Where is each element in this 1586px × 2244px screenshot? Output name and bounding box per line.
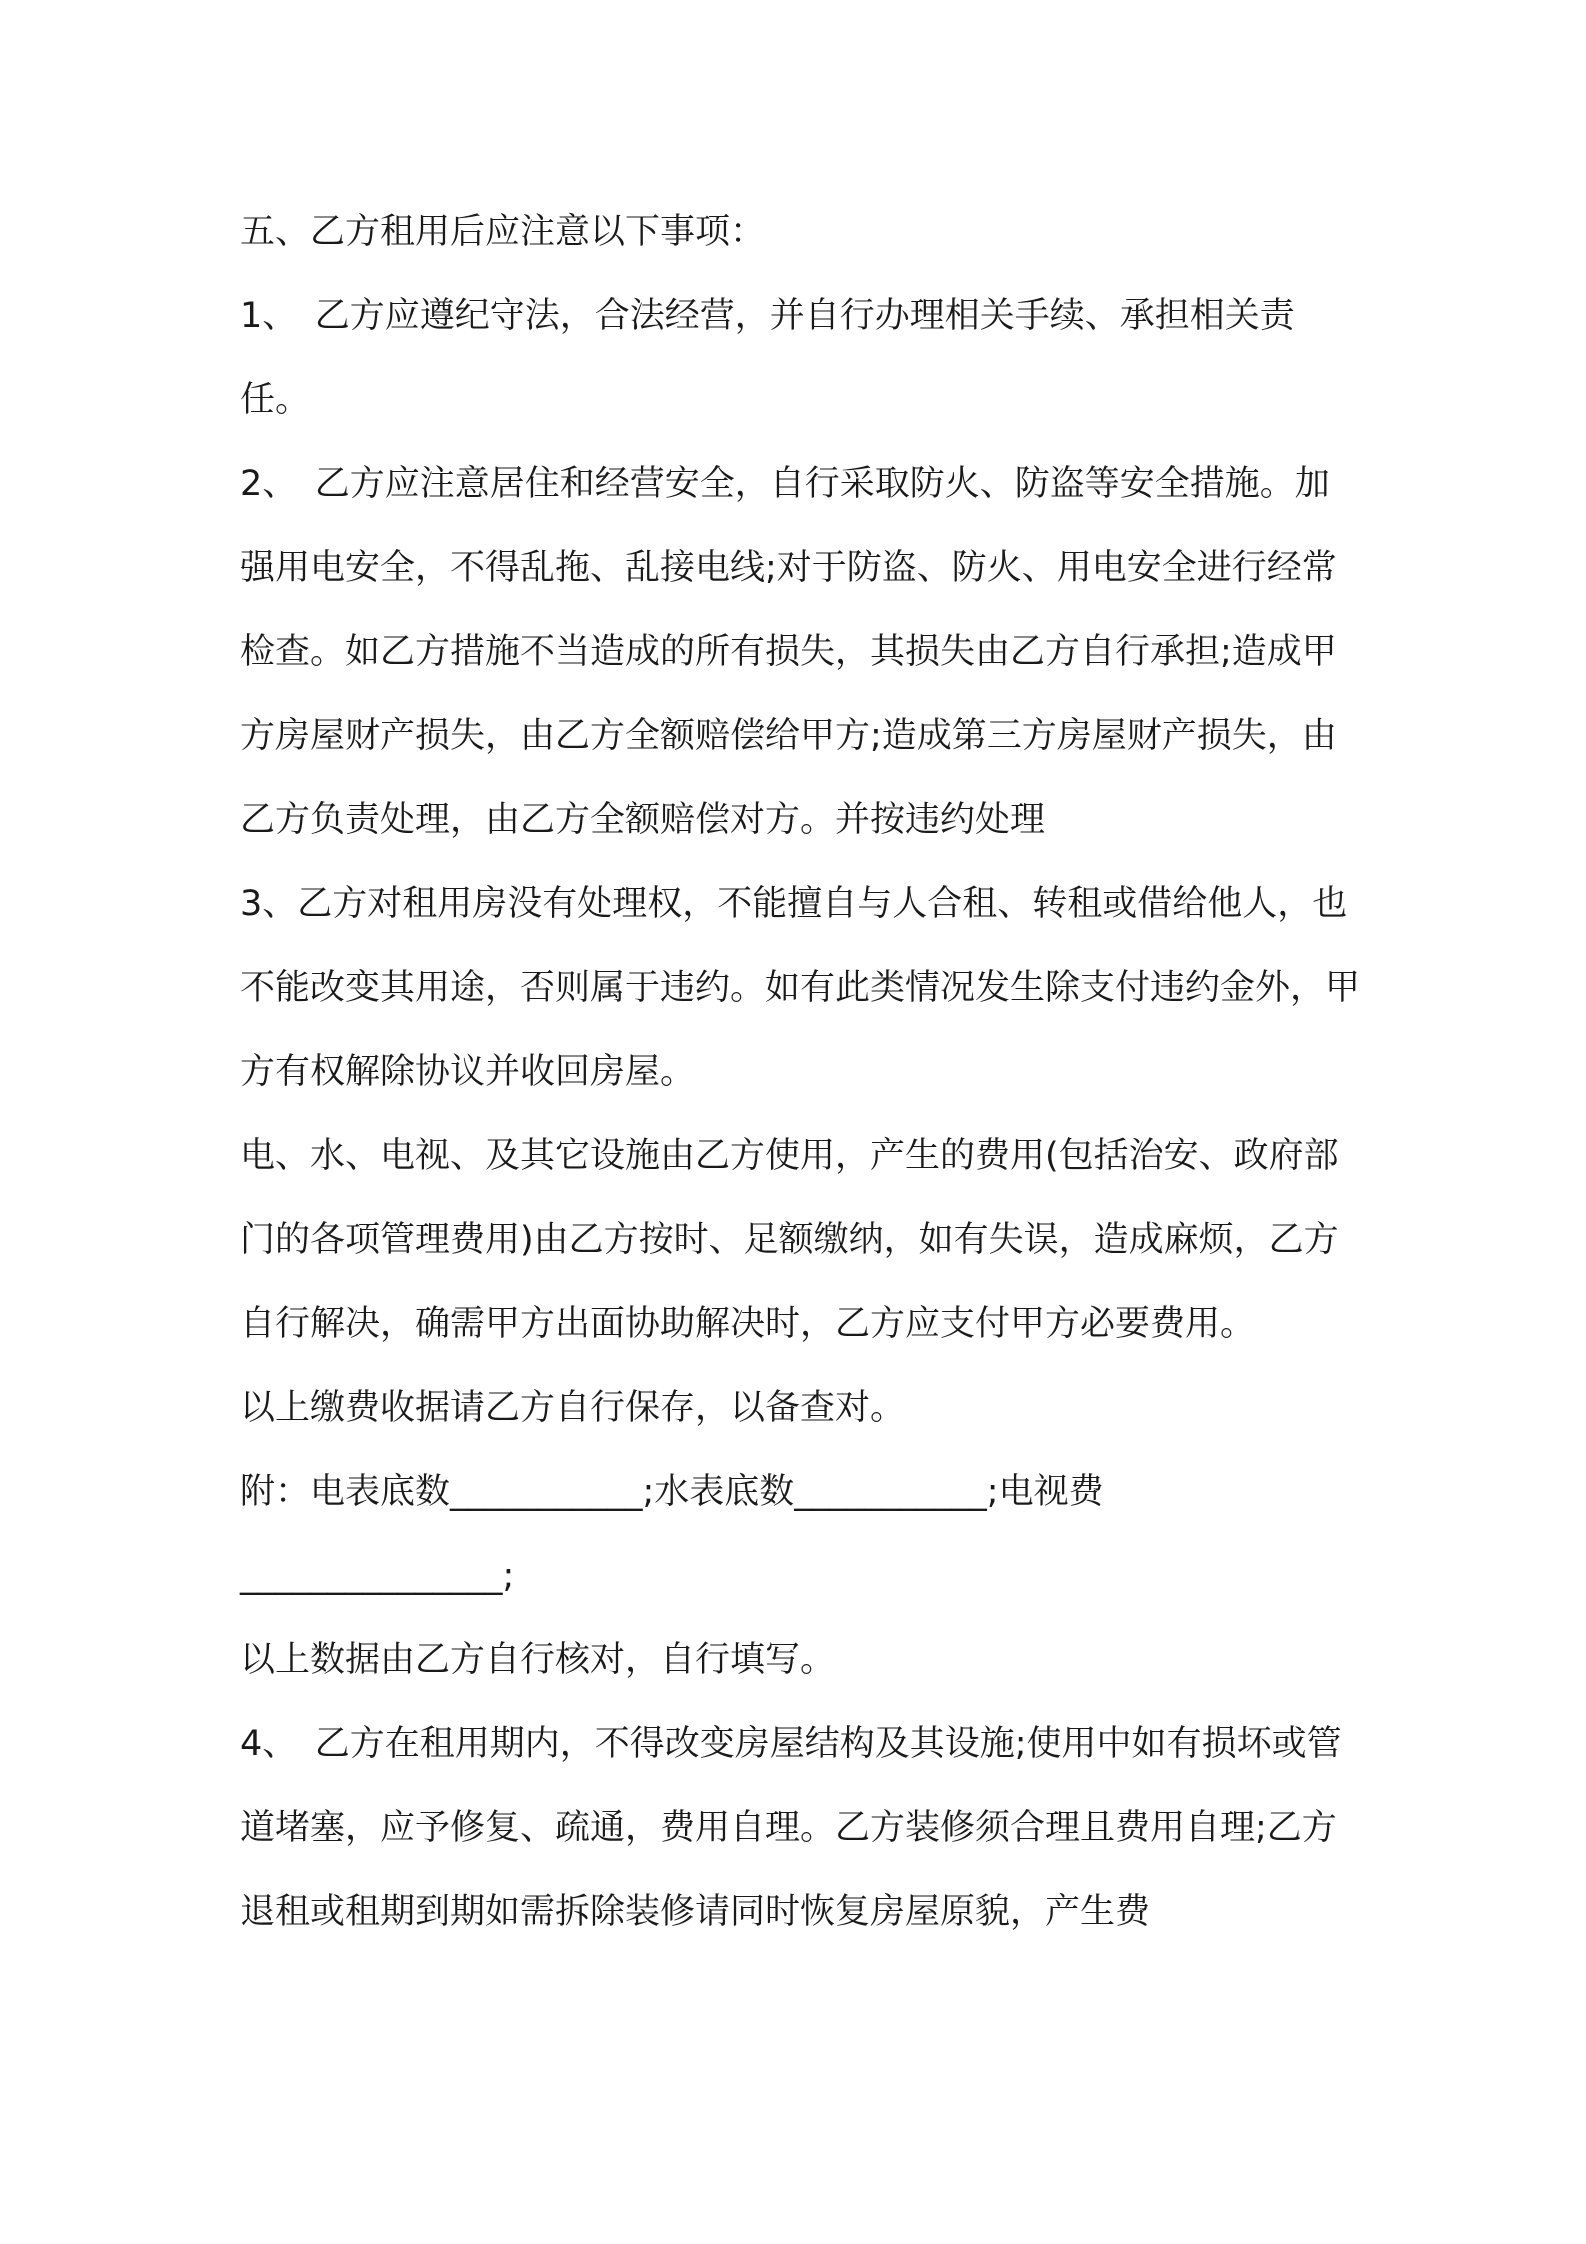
- clause-3: 3、乙方对租用房没有处理权，不能擅自与人合租、转租或借给他人，也不能改变其用途，否则属于违约。如有此类情况发生除支付违约金外，甲方有权解除协议并收回房屋。: [240, 884, 1361, 1092]
- clause-1: 1、 乙方应遵纪守法，合法经营，并自行办理相关手续、承担相关责任。: [240, 296, 1295, 420]
- meter-readings-line: 附：电表底数___________;水表底数___________;电视费: [240, 1472, 1104, 1512]
- clause-4: 4、 乙方在租用期内，不得改变房屋结构及其设施;使用中如有损坏或管道堵塞，应予修复、疏通，费用自理。乙方装修须合理且费用自理;乙方退租或租期到期如需拆除装修请同时恢复房屋原貌，产生费: [240, 1724, 1342, 1932]
- meter-readings-blank: _______________;: [240, 1556, 515, 1596]
- document-body: [240, 190, 1360, 1954]
- receipts-note: 以上缴费收据请乙方自行保存，以备查对。: [240, 1388, 906, 1428]
- section-five-heading: 五、乙方租用后应注意以下事项：: [240, 212, 766, 252]
- utilities-paragraph: 电、水、电视、及其它设施由乙方使用，产生的费用(包括治安、政府部门的各项管理费用)由乙方按时、足额缴纳，如有失误，造成麻烦，乙方自行解决，确需甲方出面协助解决时，乙方应支付甲方必要费用。: [240, 1136, 1339, 1344]
- clause-2: 2、 乙方应注意居住和经营安全，自行采取防火、防盗等安全措施。加强用电安全，不得乱拖、乱接电线;对于防盗、防火、用电安全进行经常检查。如乙方措施不当造成的所有损失，其损失由乙方自行承担;造成甲方房屋财产损失，由乙方全额赔偿给甲方;造成第三方房屋财产损失，由乙方负责处理，由乙方全额赔偿对方。并按违约处理: [240, 464, 1337, 840]
- data-verification-note: 以上数据由乙方自行核对，自行填写。: [240, 1640, 836, 1680]
